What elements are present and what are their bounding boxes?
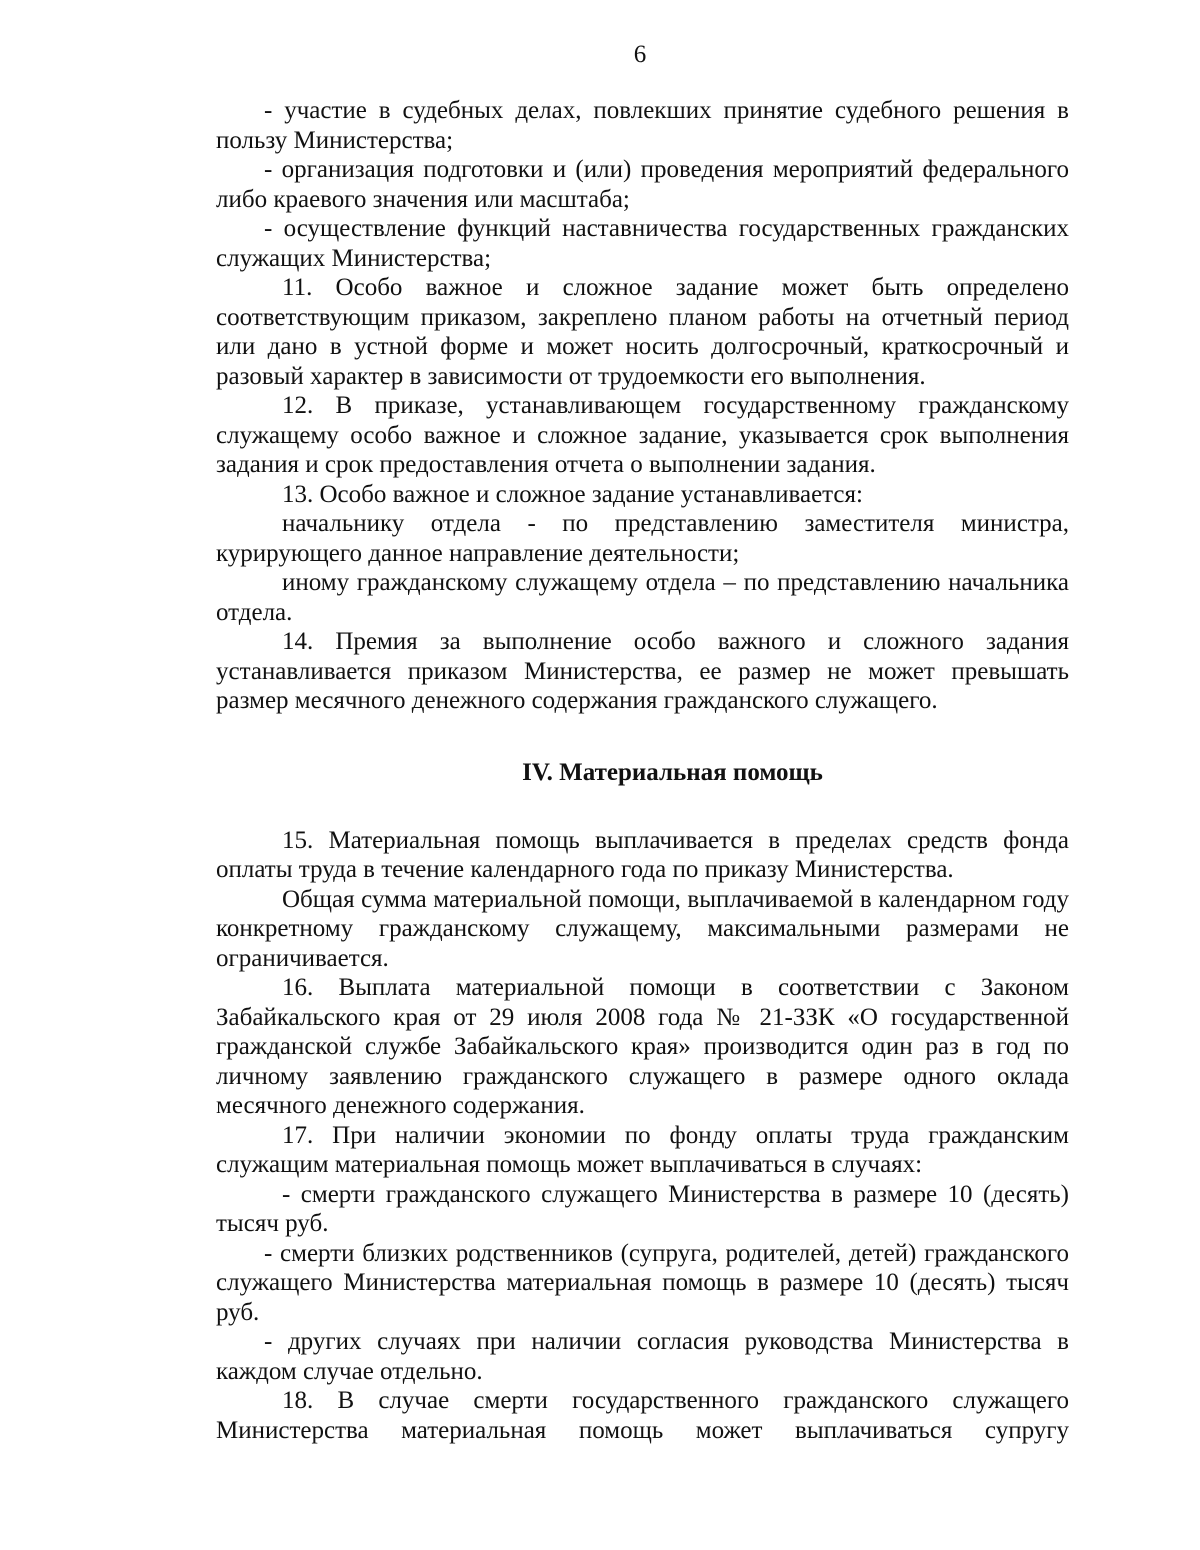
paragraph-18: 18. В случае смерти государственного гражданского служащего Министерства материальная помощь может выплачиваться супругу	[216, 1387, 1069, 1444]
paragraph-17-relatives-death: - смерти близких родственников (супруга, родителей, детей) гражданского служащего Министерства материальная помощь в размере 10 (десять) тысяч руб.	[216, 1239, 1069, 1326]
paragraph-13-head-of-department: начальнику отдела - по представлению заместителя министра, курирующего данное направление деятельности;	[216, 510, 1069, 567]
document-body	[216, 96, 1069, 1445]
paragraph-13-other-employee: иному гражданскому служащему отдела – по представлению начальника отдела.	[216, 569, 1069, 626]
paragraph-court-cases: - участие в судебных делах, повлекших принятие судебного решения в пользу Министерства;	[216, 97, 1069, 154]
paragraph-15: 15. Материальная помощь выплачивается в пределах средств фонда оплаты труда в течение календарного года по приказу Министерства.	[216, 826, 1069, 883]
paragraph-events-organization: - организация подготовки и (или) проведения мероприятий федерального либо краевого значения или масштаба;	[216, 156, 1069, 213]
paragraph-17-other-cases: - других случаях при наличии согласия руководства Министерства в каждом случае отдельно.	[216, 1328, 1069, 1385]
section-heading: IV. Материальная помощь	[522, 758, 823, 786]
paragraph-16: 16. Выплата материальной помощи в соответствии с Законом Забайкальского края от 29 июля 2008 года № 21-ЗЗК «О государственной гражданской службе Забайкальского края» производится один раз в год по личному заявлению гражданского служащего в размере одного оклада месячного денежного содержания.	[216, 974, 1069, 1119]
paragraph-17: 17. При наличии экономии по фонду оплаты труда гражданским служащим материальная помощь может выплачиваться в случаях:	[216, 1121, 1069, 1178]
paragraph-12: 12. В приказе, устанавливающем государственному гражданскому служащему особо важное и сложное задание, указывается срок выполнения задания и срок предоставления отчета о выполнении задания.	[216, 392, 1069, 478]
paragraph-mentoring: - осуществление функций наставничества государственных гражданских служащих Министерства;	[216, 215, 1069, 272]
paragraph-11: 11. Особо важное и сложное задание может быть определено соответствующим приказом, закреплено планом работы на отчетный период или дано в устной форме и может носить долгосрочный, краткосрочный и разовый характер в зависимости от трудоемкости его выполнения.	[216, 274, 1069, 390]
paragraph-17-employee-death: - смерти гражданского служащего Министерства в размере 10 (десять) тысяч руб.	[216, 1180, 1069, 1237]
paragraph-14: 14. Премия за выполнение особо важного и сложного задания устанавливается приказом Министерства, ее размер не может превышать размер месячного денежного содержания гражданского служащего.	[216, 628, 1069, 714]
paragraph-15-total-sum: Общая сумма материальной помощи, выплачиваемой в календарном году конкретному гражданскому служащему, максимальными размерами не ограничивается.	[216, 885, 1069, 972]
paragraph-13: 13. Особо важное и сложное задание устанавливается:	[282, 480, 863, 508]
page-number: 6	[633, 41, 647, 68]
